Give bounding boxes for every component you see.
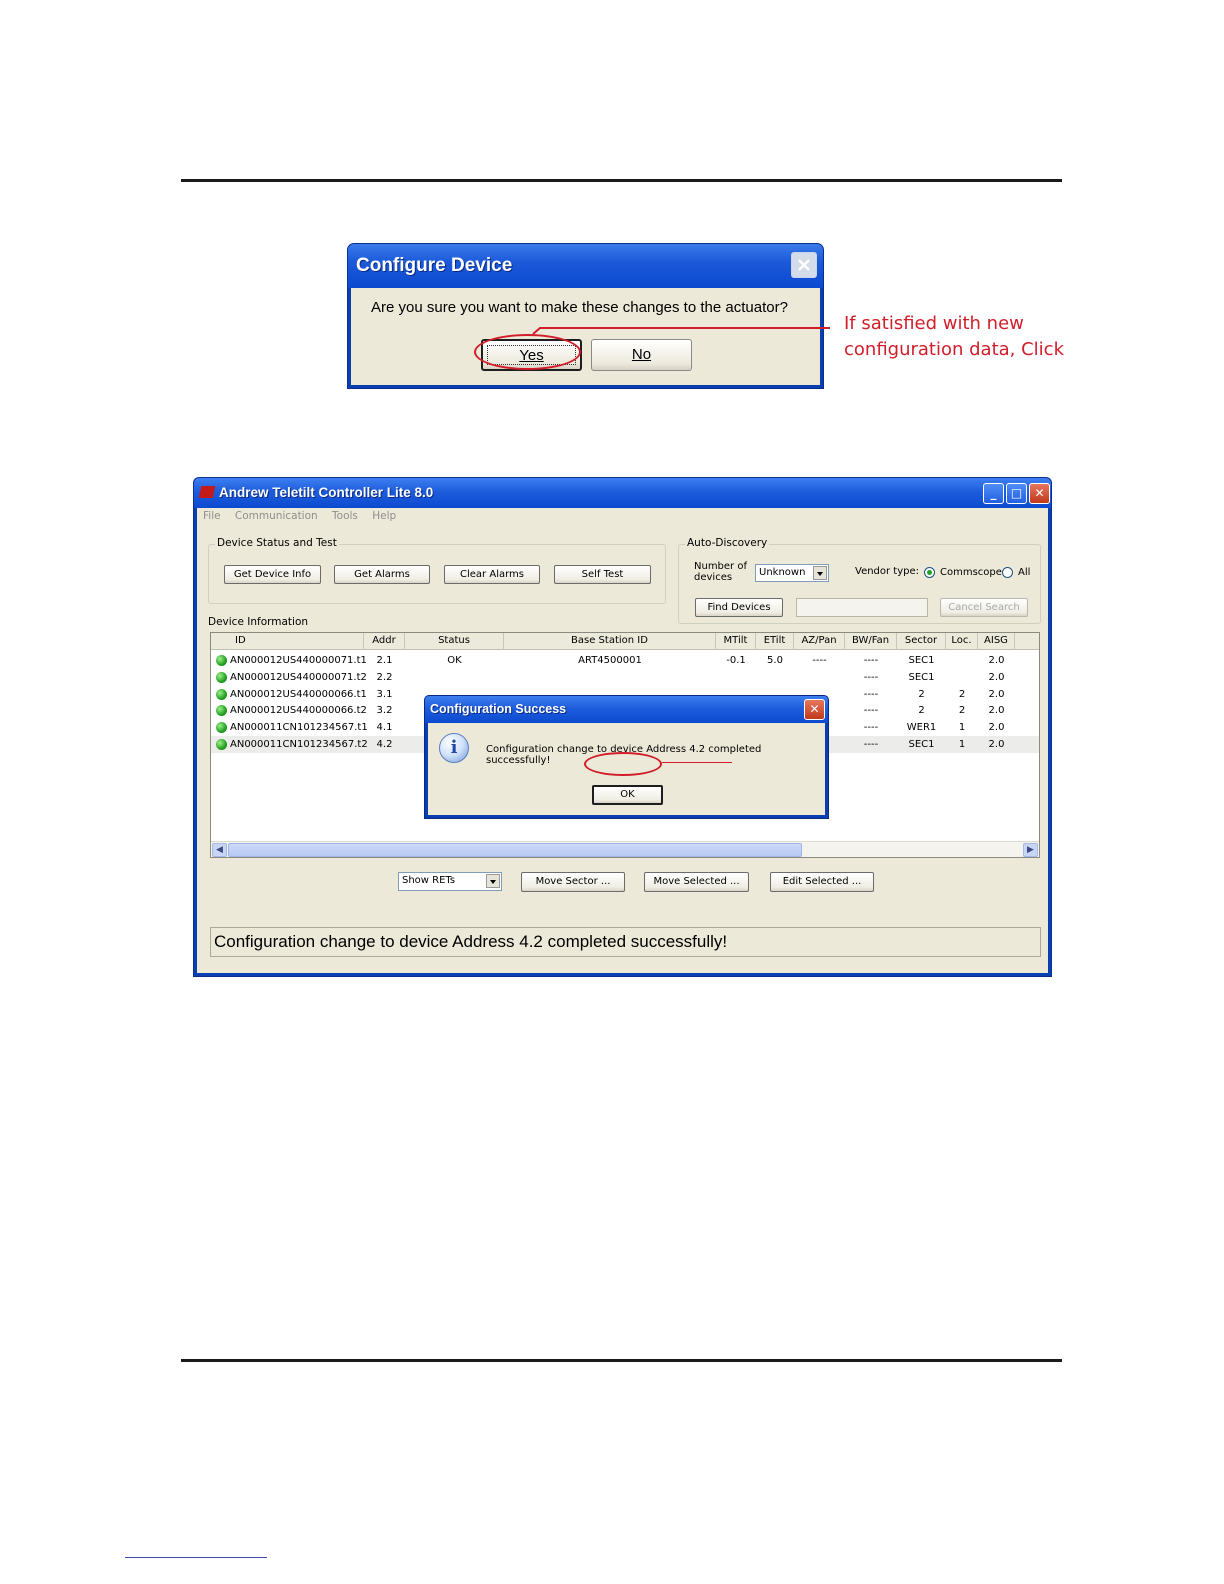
number-of-devices-select[interactable] [755,564,829,582]
minimize-icon[interactable]: _ [983,483,1004,504]
vendor-commscope-label: Commscope [940,567,1002,578]
cell-bw: ---- [863,705,879,717]
number-of-devices-value: Unknown [759,567,806,578]
status-ok-icon [216,739,227,750]
ok-button[interactable] [592,785,663,805]
app-title: Andrew Teletilt Controller Lite 8.0 [219,485,434,500]
cell-etilt: 5.0 [767,655,783,666]
footer-link-underline [125,1557,267,1558]
cell-loc: 2 [958,688,966,700]
cell-bsid: ART4500001 [578,655,642,666]
app-logo-icon [199,486,216,498]
menu-bar [203,510,407,522]
col-status[interactable]: Status [405,633,504,650]
cancel-search-button[interactable]: Cancel Search [940,598,1028,617]
cell-sector: 2 [918,705,925,717]
find-devices-button[interactable]: Find Devices [695,598,783,617]
vendor-all-label: All [1018,567,1031,578]
cell-bw: ---- [863,655,879,666]
number-label-line-2: devices [694,572,733,583]
cell-status: OK [447,655,462,666]
status-ok-icon [216,655,227,666]
success-dialog-titlebar [425,696,828,723]
cell-aisg: 2.0 [988,705,1005,717]
page-bottom-rule [181,1359,1062,1362]
col-base-station-id[interactable]: Base Station ID [504,633,716,650]
cell-addr: 3.2 [376,705,393,717]
callout-pointer-line [530,320,835,340]
cell-aisg: 2.0 [988,739,1005,750]
no-button-label: No [631,346,652,363]
cell-sector: 2 [918,688,925,700]
status-ok-icon [216,672,227,683]
teletilt-controller-window [193,477,1052,977]
status-ok-icon [216,722,227,733]
info-icon: i [439,733,469,763]
cell-sector: SEC1 [908,655,935,666]
number-label-line-1: Number of [694,561,747,572]
horizontal-scrollbar[interactable] [211,841,1039,857]
cell-addr: 2.1 [376,655,393,666]
app-titlebar [194,478,1051,508]
col-aisg[interactable]: AISG [978,633,1015,650]
app-client-area [197,508,1048,973]
cell-id: AN000012US440000066.t1 [230,688,367,700]
callout-line-1: If satisfied with new [844,313,1024,334]
cell-addr: 4.1 [376,722,393,734]
chevron-down-icon [813,566,827,580]
cell-sector: SEC1 [908,671,935,683]
status-bar: Configuration change to device Address 4.2 completed successfully! [210,927,1041,957]
close-icon[interactable]: ✕ [804,699,825,720]
no-button[interactable] [591,339,692,371]
ok-button-label: OK [620,789,635,800]
get-alarms-button[interactable]: Get Alarms [334,565,430,584]
col-addr[interactable]: Addr [364,633,405,650]
col-az-pan[interactable]: AZ/Pan [794,633,845,650]
col-loc[interactable]: Loc. [946,633,978,650]
configure-device-dialog [347,243,824,389]
dialog-titlebar [348,244,823,288]
cell-id: AN000012US440000071.t1 [230,655,367,666]
vendor-type-label: Vendor type: [855,566,920,577]
cell-id: AN000011CN101234567.t1 [230,722,368,734]
status-ok-icon [216,705,227,716]
chevron-down-icon [486,874,500,888]
callout-line-2: configuration data, Click [844,339,1064,360]
ok-highlight-ellipse [584,752,662,776]
cell-loc: 1 [958,739,966,750]
move-sector-button[interactable]: Move Sector ... [521,872,625,892]
cell-bw: ---- [863,722,879,734]
menu-file[interactable]: File [203,510,221,522]
col-sector[interactable]: Sector [897,633,946,650]
cell-aisg: 2.0 [988,655,1005,666]
get-device-info-button[interactable]: Get Device Info [224,565,321,584]
device-status-group-label: Device Status and Test [217,537,337,549]
cell-addr: 2.2 [376,671,393,683]
number-of-devices-label [694,561,747,583]
menu-tools[interactable]: Tools [332,510,358,522]
ok-pointer-line [662,762,732,763]
status-ok-icon [216,689,227,700]
callout-text [844,311,1074,363]
success-dialog-message: Configuration change to device Address 4.2 completed successfully! [486,744,762,766]
success-dialog-title: Configuration Success [430,702,567,716]
cell-sector: WER1 [906,722,937,734]
maximize-icon[interactable]: □ [1006,483,1027,504]
move-selected-button[interactable]: Move Selected ... [644,872,749,892]
clear-alarms-button[interactable]: Clear Alarms [444,565,540,584]
cell-loc: 2 [958,705,966,717]
discovery-progress-field [796,598,928,617]
cell-id: AN000011CN101234567.t2 [230,739,368,750]
table-row[interactable] [211,669,1039,686]
menu-help[interactable]: Help [372,510,397,522]
scroll-right-icon[interactable]: ▶ [1023,843,1038,857]
table-header [211,633,1039,650]
cell-aisg: 2.0 [988,688,1005,700]
cell-loc: 1 [958,722,966,734]
col-etilt[interactable]: ETilt [756,633,794,650]
show-filter-value: Show RETs [402,875,456,886]
dialog-message: Are you sure you want to make these changes to the actuator? [371,299,788,316]
auto-discovery-group-label: Auto-Discovery [687,537,768,549]
cell-addr: 3.1 [376,688,393,700]
cell-bw: ---- [863,688,879,700]
show-filter-select[interactable] [398,872,502,891]
page-top-rule [181,179,1062,182]
cell-id: AN000012US440000071.t2 [230,671,367,683]
dialog-title: Configure Device [356,255,513,276]
cell-addr: 4.2 [376,739,393,750]
table-row[interactable] [211,652,1039,669]
cell-id: AN000012US440000066.t2 [230,705,367,717]
scrollbar-thumb[interactable] [228,843,802,857]
cell-sector: SEC1 [908,739,935,750]
edit-selected-button[interactable]: Edit Selected ... [770,872,874,892]
self-test-button[interactable]: Self Test [554,565,651,584]
close-icon[interactable] [791,252,817,278]
cell-bw: ---- [863,739,879,750]
col-mtilt[interactable]: MTilt [716,633,756,650]
yes-button-label: Yes [519,347,544,364]
vendor-commscope-radio[interactable] [924,567,935,578]
scroll-left-icon[interactable]: ◀ [212,843,227,857]
vendor-all-radio[interactable] [1002,567,1013,578]
cell-aisg: 2.0 [988,671,1005,683]
device-information-label: Device Information [208,616,309,628]
cell-aisg: 2.0 [988,722,1005,734]
auto-discovery-group [678,537,1041,624]
window-close-icon[interactable]: ✕ [1029,483,1050,504]
cell-az: ---- [812,655,827,666]
menu-communication[interactable]: Communication [234,510,318,522]
cell-bw: ---- [863,671,879,683]
device-status-group [208,537,666,604]
cell-mtilt: -0.1 [726,655,746,666]
col-id[interactable]: ID [211,633,364,650]
col-bw-fan[interactable]: BW/Fan [845,633,897,650]
